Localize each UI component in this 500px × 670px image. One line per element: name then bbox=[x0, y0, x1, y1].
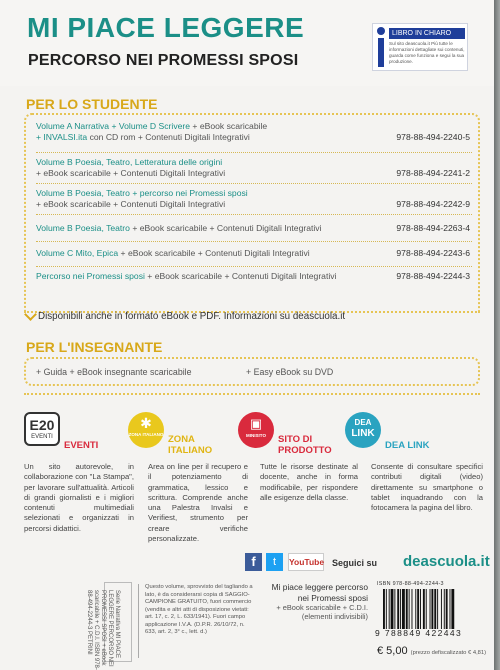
barcode-digits: 9 788849 422443 bbox=[375, 628, 463, 638]
facebook-icon: f bbox=[245, 553, 262, 571]
header bbox=[0, 0, 494, 86]
background-edge bbox=[494, 0, 500, 670]
isbn: 978-88-494-2242-9 bbox=[396, 199, 470, 209]
barcode-bar bbox=[386, 589, 387, 629]
price: € 5,00 (prezzo defiscalizzato € 4,81) bbox=[377, 645, 487, 657]
series-title: MI PIACE LEGGERE bbox=[27, 12, 305, 43]
barcode-bar bbox=[400, 589, 401, 629]
studente-list bbox=[24, 113, 480, 313]
libro-in-chiaro-box bbox=[372, 23, 468, 71]
barcode-bar bbox=[420, 589, 421, 629]
section-studente: PER LO STUDENTE bbox=[26, 96, 158, 112]
feature-title: EVENTI bbox=[64, 440, 99, 451]
barcode-bar bbox=[450, 589, 451, 629]
libro-in-chiaro-title: LIBRO IN CHIARO bbox=[389, 28, 465, 39]
barcode-bar bbox=[389, 589, 390, 629]
barcode-bar bbox=[426, 589, 427, 629]
twitter-icon: t bbox=[266, 553, 283, 571]
availability-note: Disponibili anche in formato eBook e PDF. Informazioni su deascuola.it bbox=[38, 311, 346, 322]
barcode-bar bbox=[415, 589, 416, 629]
list-item: + Easy eBook su DVD bbox=[246, 367, 334, 377]
barcode-bar bbox=[412, 589, 413, 629]
zona-italiano-logo: ✱ ZONA ITALIANO bbox=[128, 412, 164, 448]
product-info bbox=[270, 582, 368, 621]
minisito-logo: ▣ MINISITO bbox=[238, 412, 274, 448]
barcode-isbn: ISBN 978-88-494-2244-3 bbox=[377, 581, 444, 587]
list-item: Volume B Poesia, Teatro + eBook scaricabile + Contenuti Digitali Integrativi 978-88-494-2263-4 bbox=[36, 223, 472, 242]
feature-title: SITO DI PRODOTTO bbox=[278, 434, 332, 456]
barcode-bar bbox=[406, 589, 408, 629]
barcode-bar bbox=[437, 589, 438, 629]
barcode-bar bbox=[434, 589, 436, 629]
barcode-bar bbox=[451, 589, 454, 629]
barcode-bar bbox=[391, 589, 394, 629]
feature-title: DEA LINK bbox=[385, 440, 430, 451]
feature-text: Tutte le risorse destinate al docente, anche in forma modificabile, per rispondere alle esigenze della classe. bbox=[260, 462, 358, 502]
insegnante-list bbox=[24, 357, 480, 386]
isbn: 978-88-494-2243-6 bbox=[396, 248, 470, 258]
e20-eventi-logo: E20 EVENTI bbox=[24, 412, 60, 446]
isbn: 978-88-494-2263-4 bbox=[396, 223, 470, 233]
barcode-bar bbox=[430, 589, 431, 629]
barcode-bar bbox=[444, 589, 445, 629]
feature-text: Consente di consultare specifici contributi digitali (video) direttamente su smartphone o tablet inquadrando con la fotocamera la pagina del libro. bbox=[371, 462, 483, 513]
barcode-bar bbox=[417, 589, 419, 629]
barcode bbox=[375, 581, 483, 641]
barcode-bar bbox=[394, 589, 395, 629]
list-item: Volume B Poesia, Teatro + percorso nei Promessi sposi + eBook scaricabile + Contenuti Digitali Integrativi 978-88-494-2242-9 bbox=[36, 188, 472, 215]
barcode-bar bbox=[441, 589, 442, 629]
barcode-bar bbox=[409, 589, 410, 629]
barcode-bar bbox=[402, 589, 405, 629]
feature-title: ZONA ITALIANO bbox=[168, 434, 213, 456]
product-title: Mi piace leggere percorso nei Promessi sposi bbox=[271, 582, 368, 603]
feature-text: Area on line per il recupero e il potenziamento di grammatica, lessico e scrittura. Comprende anche una Palestra Invalsi e Verifiest, strumento per creare verifiche personalizzate. bbox=[148, 462, 248, 544]
isbn: 978-88-494-2244-3 bbox=[396, 271, 470, 281]
section-insegnante: PER L'INSEGNANTE bbox=[26, 339, 163, 355]
list-item: Volume A Narrativa + Volume D Scrivere + eBook scaricabile + INVALSI.ita con CD rom + Contenuti Digitali Integrativi 978-88-494-2240-5 bbox=[36, 121, 472, 153]
product-sub: + eBook scaricabile + C.D.I. (elementi indivisibili) bbox=[276, 603, 368, 621]
barcode-bar bbox=[397, 589, 399, 629]
list-item: Volume B Poesia, Teatro, Letteratura delle origini + eBook scaricabile + Contenuti Digitali Integrativi 978-88-494-2241-2 bbox=[36, 157, 472, 184]
barcode-bars bbox=[381, 589, 481, 629]
isbn: 978-88-494-2240-5 bbox=[396, 132, 470, 142]
dea-link-logo: DEA LINK bbox=[345, 412, 381, 448]
libro-in-chiaro-text: Sul sito deascuola.it Più tutte le informazioni dettagliate sui contenuti, guarda come funziona e segui la sua produzione. bbox=[389, 41, 465, 64]
list-item: Percorso nei Promessi sposi + eBook scaricabile + Contenuti Digitali Integrativi 978-88-494-2244-3 bbox=[36, 271, 470, 281]
barcode-bar bbox=[431, 589, 433, 629]
specimen-tab-text: Serie Narrativa MI PIACE LEGGERE PERCORSO NEI PROMESSI SPOSI + eBook scaricabile + C.D.I. ISBN 978-88-494-2244-3 PETRINI bbox=[86, 590, 120, 670]
website: deascuola.it bbox=[403, 553, 490, 570]
divider bbox=[138, 584, 139, 658]
feature-text: Un sito autorevole, in collaborazione con "La Stampa", per lavorare sull'attualità. Articoli di grandi giornalisti e i migliori contenuti multimediali selezionati e organizzati in percorsi didattici. bbox=[24, 462, 134, 533]
list-item: Volume C Mito, Epica + eBook scaricabile + Contenuti Digitali Integrativi 978-88-494-2243-6 bbox=[36, 248, 472, 267]
series-subtitle: PERCORSO NEI PROMESSI SPOSI bbox=[28, 52, 299, 69]
youtube-icon: YouTube bbox=[288, 553, 324, 571]
legal-notice: Questo volume, sprovvisto del tagliando a lato, è da considerarsi copia di SAGGIO-CAMPIONE GRATUITO, fuori commercio (vendita e altri atti di disposizione vietati: art. 17, c. 2, L. 633/1941). Fuori campo applicazione I.V.A. (D.P.R. 26/10/72, n. 633, art. 2, 3° c., lett. d.) bbox=[145, 584, 253, 635]
barcode-bar bbox=[423, 589, 425, 629]
info-icon bbox=[376, 27, 386, 67]
follow-label: Seguici su bbox=[332, 558, 378, 568]
divider bbox=[24, 393, 480, 395]
barcode-bar bbox=[446, 589, 448, 629]
isbn: 978-88-494-2241-2 bbox=[396, 168, 470, 178]
barcode-bar bbox=[383, 589, 385, 629]
list-item: + Guida + eBook insegnante scaricabile bbox=[36, 367, 192, 377]
